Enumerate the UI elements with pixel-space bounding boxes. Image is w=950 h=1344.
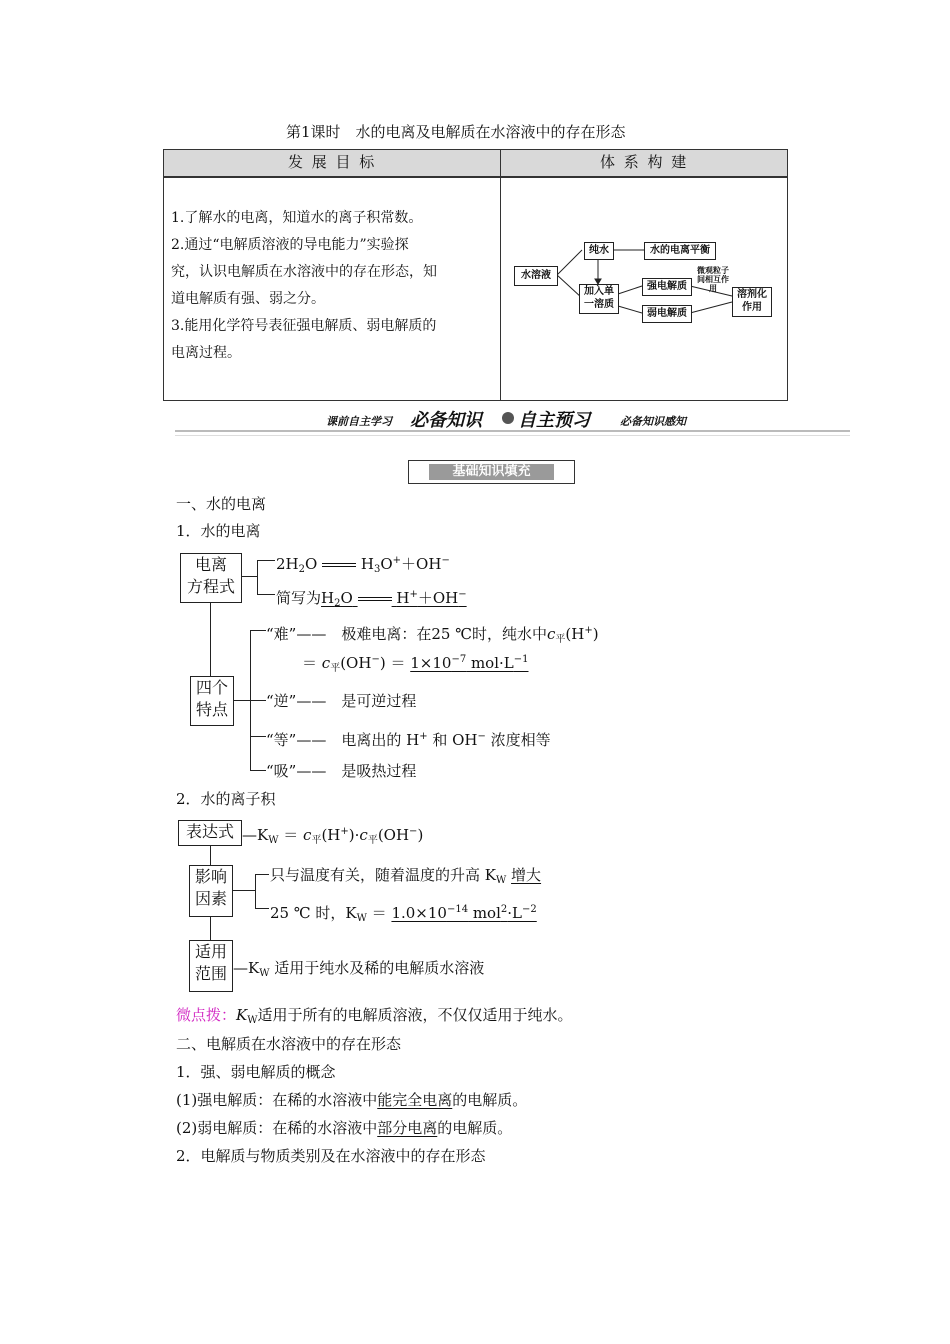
kw-expression: $—K_W = c_平(H^+)\cdot c_平(OH^-)$ xyxy=(242,826,424,846)
eq-text: 2H xyxy=(276,555,299,573)
part2-item1 xyxy=(176,1090,527,1110)
factor-text: 1.0×10 xyxy=(391,904,447,922)
connector xyxy=(250,700,266,701)
eq-text: ＋OH xyxy=(401,555,442,573)
factor-text: 25 ℃ 时，K xyxy=(270,904,357,922)
part2-sub1: 1．强、弱电解质的概念 xyxy=(176,1063,336,1081)
box-label: 适用 xyxy=(194,942,227,961)
feature-text: 浓度相等 xyxy=(485,731,551,749)
feature-reverse: “逆”—— 是可逆过程 xyxy=(266,692,417,710)
box-label: 电离 xyxy=(194,555,227,574)
goal-line: 电离过程。 xyxy=(171,345,241,361)
box-label: 四个 xyxy=(195,678,228,697)
connector xyxy=(250,770,266,771)
item-text: 的电解质。 xyxy=(437,1119,513,1137)
goals-list xyxy=(171,205,437,367)
goal-line: 1.了解水的电离，知道水的离子积常数。 xyxy=(171,210,423,226)
tip: 微点拨：$K_W$适用于所有的电解质溶液，不仅仅适用于纯水。 xyxy=(176,1006,573,1026)
eq-text: O xyxy=(340,589,353,607)
banner-middle-1: 必备知识 xyxy=(410,410,482,431)
node-water-solution: 水溶液 xyxy=(514,266,558,286)
box-label: 影响 xyxy=(194,867,227,886)
feature-text: ) xyxy=(379,654,386,672)
feature-text: (H xyxy=(565,625,585,643)
banner-divider xyxy=(175,430,850,432)
factor-temperature: 只与温度有关，随着温度的升高 $K_W$ 增大 xyxy=(270,866,542,886)
equilibrium-arrow-icon xyxy=(358,594,392,604)
item-text: (2)弱电解质：在稀的水溶液中 xyxy=(176,1119,378,1137)
connector xyxy=(257,560,258,594)
feature-text: mol·L xyxy=(466,654,514,672)
connector xyxy=(242,576,257,577)
col2-header: 体 系 构 建 xyxy=(600,153,689,171)
box-label: 特点 xyxy=(195,700,228,719)
feature-equal: “等”—— 电离出的 H+ 和 OH− 浓度相等 xyxy=(266,731,551,749)
kw-text: ＝ xyxy=(278,826,304,844)
connector xyxy=(250,630,266,631)
connector xyxy=(233,890,255,891)
eq-text: O xyxy=(380,555,393,573)
node-weak-electrolyte: 弱电解质 xyxy=(642,305,692,323)
ion-product-answer: $1\times 10^{-7}$ $mol\cdot L^{-1}$ xyxy=(410,654,529,672)
node-label: 溶剂化 xyxy=(737,289,767,300)
equation-short xyxy=(276,585,467,614)
goal-line: 2.通过“电解质溶液的导电能力”实验探 xyxy=(171,237,409,253)
connector xyxy=(255,874,269,875)
connector xyxy=(250,736,266,737)
banner-bullet-icon xyxy=(502,412,514,424)
goal-line: 3.能用化学符号表征强电解质、弱电解质的 xyxy=(171,318,437,334)
box-label: 因素 xyxy=(194,889,227,908)
feature-text: ＝ xyxy=(302,654,318,672)
factor-answer: $1.0\times 10^{-14}$ $mol^2\cdot L^{-2}$ xyxy=(391,904,537,922)
feature-text: 1×10 xyxy=(410,654,452,672)
tip-text: 适用于所有的电解质溶液，不仅仅适用于纯水。 xyxy=(257,1006,573,1024)
node-label: 作用 xyxy=(742,302,762,313)
connector xyxy=(257,560,275,561)
connector xyxy=(210,602,211,676)
connector xyxy=(255,908,269,909)
feature-text: 平 xyxy=(330,663,341,674)
eq-text: 简写为 xyxy=(276,589,322,607)
page-title: 第1课时 水的电离及电解质在水溶液中的存在形态 xyxy=(286,123,626,141)
banner-right: 必备知识感知 xyxy=(620,415,686,428)
label-line: 间相互作 xyxy=(697,275,729,284)
item-text: 的电解质。 xyxy=(452,1091,528,1109)
eq-text: H xyxy=(396,589,410,607)
factor-answer: 增大 xyxy=(511,866,542,884)
node-strong-electrolyte: 强电解质 xyxy=(642,278,692,296)
connector xyxy=(210,845,211,865)
kw-text: —K xyxy=(242,826,269,844)
goal-line: 究，认识电解质在水溶液中的存在形态，知 xyxy=(171,264,437,280)
part2-item2 xyxy=(176,1118,512,1138)
label-line: 用 xyxy=(709,284,717,293)
banner-middle-2: 自主预习 xyxy=(518,410,590,431)
node-label: 加入单 xyxy=(584,286,614,297)
node-label: 一溶质 xyxy=(584,299,614,310)
factor-text: mol xyxy=(468,904,501,922)
scope-text: 适用于纯水及稀的电解质水溶液 xyxy=(269,959,485,977)
section-title-box xyxy=(408,460,575,484)
box-label: 范围 xyxy=(194,964,227,983)
label-line: 微观粒子 xyxy=(697,266,729,275)
item-answer: 能完全电离 xyxy=(377,1091,453,1109)
label-micro-interaction xyxy=(690,266,736,293)
eq-text: H xyxy=(321,589,335,607)
item-answer: 部分电离 xyxy=(377,1119,438,1137)
feature-difficult: “难”—— 极难电离：在25 ℃时，纯水中$c_平(H^+)$ xyxy=(266,625,599,645)
feature-text: 和 OH xyxy=(427,731,478,749)
banner-divider xyxy=(175,435,850,436)
feature-difficult-line2: ＝ $c_平(OH^-) = 1\times 10^{-7}$ $mol\cdot L^{-1}$ xyxy=(302,654,529,674)
factor-text: 只与温度有关，随着温度的升高 K xyxy=(270,866,496,884)
equation-full: $2H_2O$ $H_3O^++OH^-$ xyxy=(276,555,450,575)
factor-text: ＝ xyxy=(366,904,392,922)
node-add-solute xyxy=(579,284,619,314)
connector xyxy=(255,874,256,908)
banner-left: 课前自主学习 xyxy=(326,415,392,428)
eq-text: O xyxy=(305,555,318,573)
node-pure-water: 纯水 xyxy=(584,242,614,260)
box-factors xyxy=(189,865,233,917)
kw-scope: $—K_W$ 适用于纯水及稀的电解质水溶液 xyxy=(233,959,485,979)
part1-sub1: 1．水的电离 xyxy=(176,522,261,540)
part1-sub2: 2．水的离子积 xyxy=(176,790,276,808)
box-scope xyxy=(189,940,233,992)
part2-heading: 二、电解质在水溶液中的存在形态 xyxy=(176,1035,402,1053)
tip-label: 微点拨： xyxy=(176,1006,237,1024)
box-ionization-equation xyxy=(180,553,242,603)
feature-absorb: “吸”—— 是吸热过程 xyxy=(266,762,417,780)
feature-text: “难”—— 极难电离：在25 ℃时，纯水中 xyxy=(266,625,547,643)
part1-heading: 一、水的电离 xyxy=(176,495,267,513)
eq-text: ＋OH xyxy=(417,589,459,607)
connector xyxy=(210,916,211,940)
connector xyxy=(257,594,275,595)
equilibrium-arrow-icon xyxy=(322,560,356,570)
equation-short-answer: $H_2O$ H+＋OH− xyxy=(321,589,467,609)
connector xyxy=(234,700,250,701)
feature-text: (OH xyxy=(340,654,372,672)
feature-text: 平 xyxy=(555,634,566,645)
node-solvation xyxy=(732,287,772,317)
goal-line: 道电解质有强、弱之分。 xyxy=(171,291,325,307)
part2-sub2: 2．电解质与物质类别及在水溶液中的存在形态 xyxy=(176,1147,486,1165)
box-four-features xyxy=(190,676,234,726)
node-water-ionization-equilibrium: 水的电离平衡 xyxy=(644,242,716,260)
box-expression: 表达式 xyxy=(178,820,242,846)
scope-text: —K xyxy=(233,959,260,977)
box-label: 方程式 xyxy=(186,577,235,596)
eq-text: H xyxy=(360,555,374,573)
feature-text: “等”—— 电离出的 H xyxy=(266,731,420,749)
item-text: (1)强电解质：在稀的水溶液中 xyxy=(176,1091,378,1109)
feature-text: c xyxy=(321,654,331,672)
feature-text: c xyxy=(546,625,556,643)
factor-text: ·L xyxy=(507,904,522,922)
section-title: 基础知识填充 xyxy=(429,464,554,480)
col1-header: 发 展 目 标 xyxy=(288,153,377,171)
factor-25c: 25 ℃ 时，$K_W = 1.0\times 10^{-14}$ $mol^2\cdot L^{-2}$ xyxy=(270,904,537,924)
